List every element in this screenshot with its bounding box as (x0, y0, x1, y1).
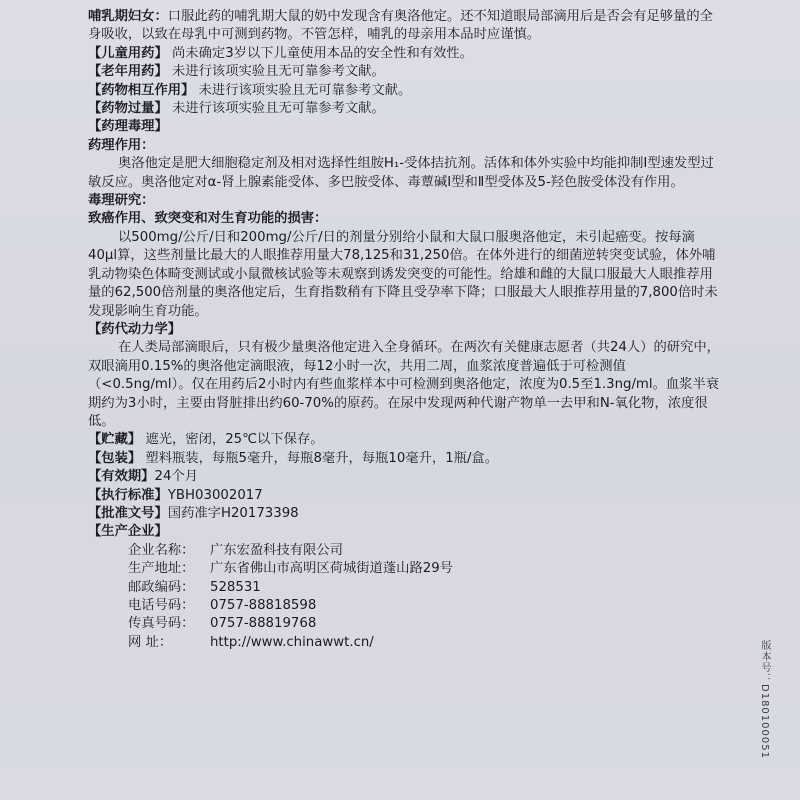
address-key: 生产地址： (128, 561, 195, 577)
elderly-label: 【老年用药】 (88, 64, 168, 80)
validity-label: 【有效期】 (88, 469, 155, 485)
company-name-row (128, 542, 720, 560)
pharmacokinetics-text: 在人类局部滴眼后，只有极少量奥洛他定进入全身循环。在两次有关健康志愿者（共24人）的研究中，双眼滴用0.15%的奥洛他定滴眼液，每12小时一次，共用二周，血浆浓度普遍低于可检测值（<0.5ng/ml）。仅在用药后2小时内有些血浆样本中可检测到奥洛他定，浓度为0.5至1.3ng/ml。血浆半衰期约为3小时，主要由肾脏排出约60-70%的原药。在尿中发现两种代谢产物单一去甲和N-氧化物，浓度很低。 (88, 340, 720, 429)
storage-text: 遮光，密闭，25℃以下保存。 (145, 432, 324, 448)
leaflet-content (88, 8, 720, 652)
address-value: 广东省佛山市高明区荷城街道蓬山路29号 (210, 561, 453, 577)
overdose-label: 【药物过量】 (88, 101, 168, 117)
standard-text: YBH03002017 (167, 487, 263, 503)
company-name-value: 广东宏盈科技有限公司 (210, 542, 343, 558)
validity-text: 24个月 (154, 469, 198, 485)
validity-section (88, 468, 720, 486)
storage-section (88, 431, 720, 449)
pharmacokinetics-heading: 【药代动力学】 (88, 321, 182, 337)
website-row (128, 634, 720, 652)
fax-key: 传真号码： (128, 616, 195, 632)
lactation-section (88, 8, 720, 45)
toxicity-label: 毒理研究： (88, 193, 155, 209)
elderly-text: 未进行该项实验且无可靠参考文献。 (172, 64, 385, 80)
elderly-section (88, 63, 720, 81)
package-label: 【包装】 (88, 450, 142, 466)
version-number: 版本号：D180100051 (759, 640, 770, 759)
website-value: http://www.chinawwt.cn/ (210, 634, 374, 650)
phone-key: 电话号码： (128, 598, 195, 613)
carcinogenicity-label: 致癌作用、致突变和对生育功能的损害： (88, 211, 328, 227)
postcode-value: 528531 (210, 579, 261, 595)
carcinogenicity-text: 以500mg/公斤/日和200mg/公斤/日的剂量分别给小鼠和大鼠口服奥洛他定，未引起癌变。按每滴40μl算，这些剂量比最大的人眼推荐用量大78,125和31,250倍。在体外进行的细菌逆转突变试验，体外哺乳动物染色体畸变测试或小鼠微核试验等未观察到诱发突变的可能性。给雄和雌的大鼠口服最大人眼推荐用量的62,500倍剂量的奥洛他定后，生育指数稍有下降且受孕率下降；口服最大人眼推荐用量的7,800倍时未发现影响生育功能。 (88, 229, 718, 319)
approval-label: 【批准文号】 (88, 505, 168, 521)
interactions-text: 未进行该项实验且无可靠参考文献。 (198, 82, 412, 98)
interactions-label: 【药物相互作用】 (88, 82, 195, 98)
pharmacology-text: 奥洛他定是肥大细胞稳定剂及相对选择性组胺H₁-受体拮抗剂。活体和体外实验中均能抑制Ⅰ型速发型过敏反应。奥洛他定对α-肾上腺素能受体、多巴胺受体、毒蕈碱Ⅰ型和Ⅱ型受体及5-羟色胺受体没有作用。 (88, 156, 714, 190)
toxicology-heading: 【药理毒理】 (88, 119, 168, 135)
website-key: 网 址： (128, 634, 173, 650)
fax-value: 0757-88819768 (210, 616, 317, 632)
lactation-label: 哺乳期妇女： (88, 9, 168, 24)
overdose-text: 未进行该项实验且无可靠参考文献。 (172, 101, 385, 117)
phone-value: 0757-88818598 (210, 598, 317, 613)
interactions-section (88, 82, 720, 100)
children-section (88, 45, 720, 63)
children-text: 尚未确定3岁以下儿童使用本品的安全性和有效性。 (172, 45, 474, 61)
children-label: 【儿童用药】 (88, 45, 168, 61)
package-section (88, 450, 720, 468)
standard-section (88, 487, 720, 505)
address-row (128, 560, 720, 578)
approval-section (88, 505, 720, 523)
postcode-key: 邮政编码： (128, 579, 195, 595)
postcode-row (128, 579, 720, 597)
package-text: 塑料瓶装，每瓶5毫升，每瓶8毫升，每瓶10毫升，1瓶/盒。 (145, 450, 499, 466)
fax-row (128, 615, 720, 633)
phone-row (128, 597, 720, 615)
manufacturer-heading: 【生产企业】 (88, 524, 168, 540)
company-name-key: 企业名称： (128, 542, 195, 558)
lactation-text: 口服此药的哺乳期大鼠的奶中发现含有奥洛他定。还不知道眼局部滴用后是否会有足够量的全身吸收，以致在母乳中可测到药物。不管怎样，哺乳的母亲用本品时应谨慎。 (88, 9, 713, 43)
standard-label: 【执行标准】 (88, 487, 168, 503)
approval-text: 国药准字H20173398 (167, 505, 299, 521)
pharmacology-label: 药理作用： (88, 137, 155, 153)
overdose-section (88, 100, 720, 118)
manufacturer-details (88, 542, 720, 652)
storage-label: 【贮藏】 (88, 432, 142, 448)
